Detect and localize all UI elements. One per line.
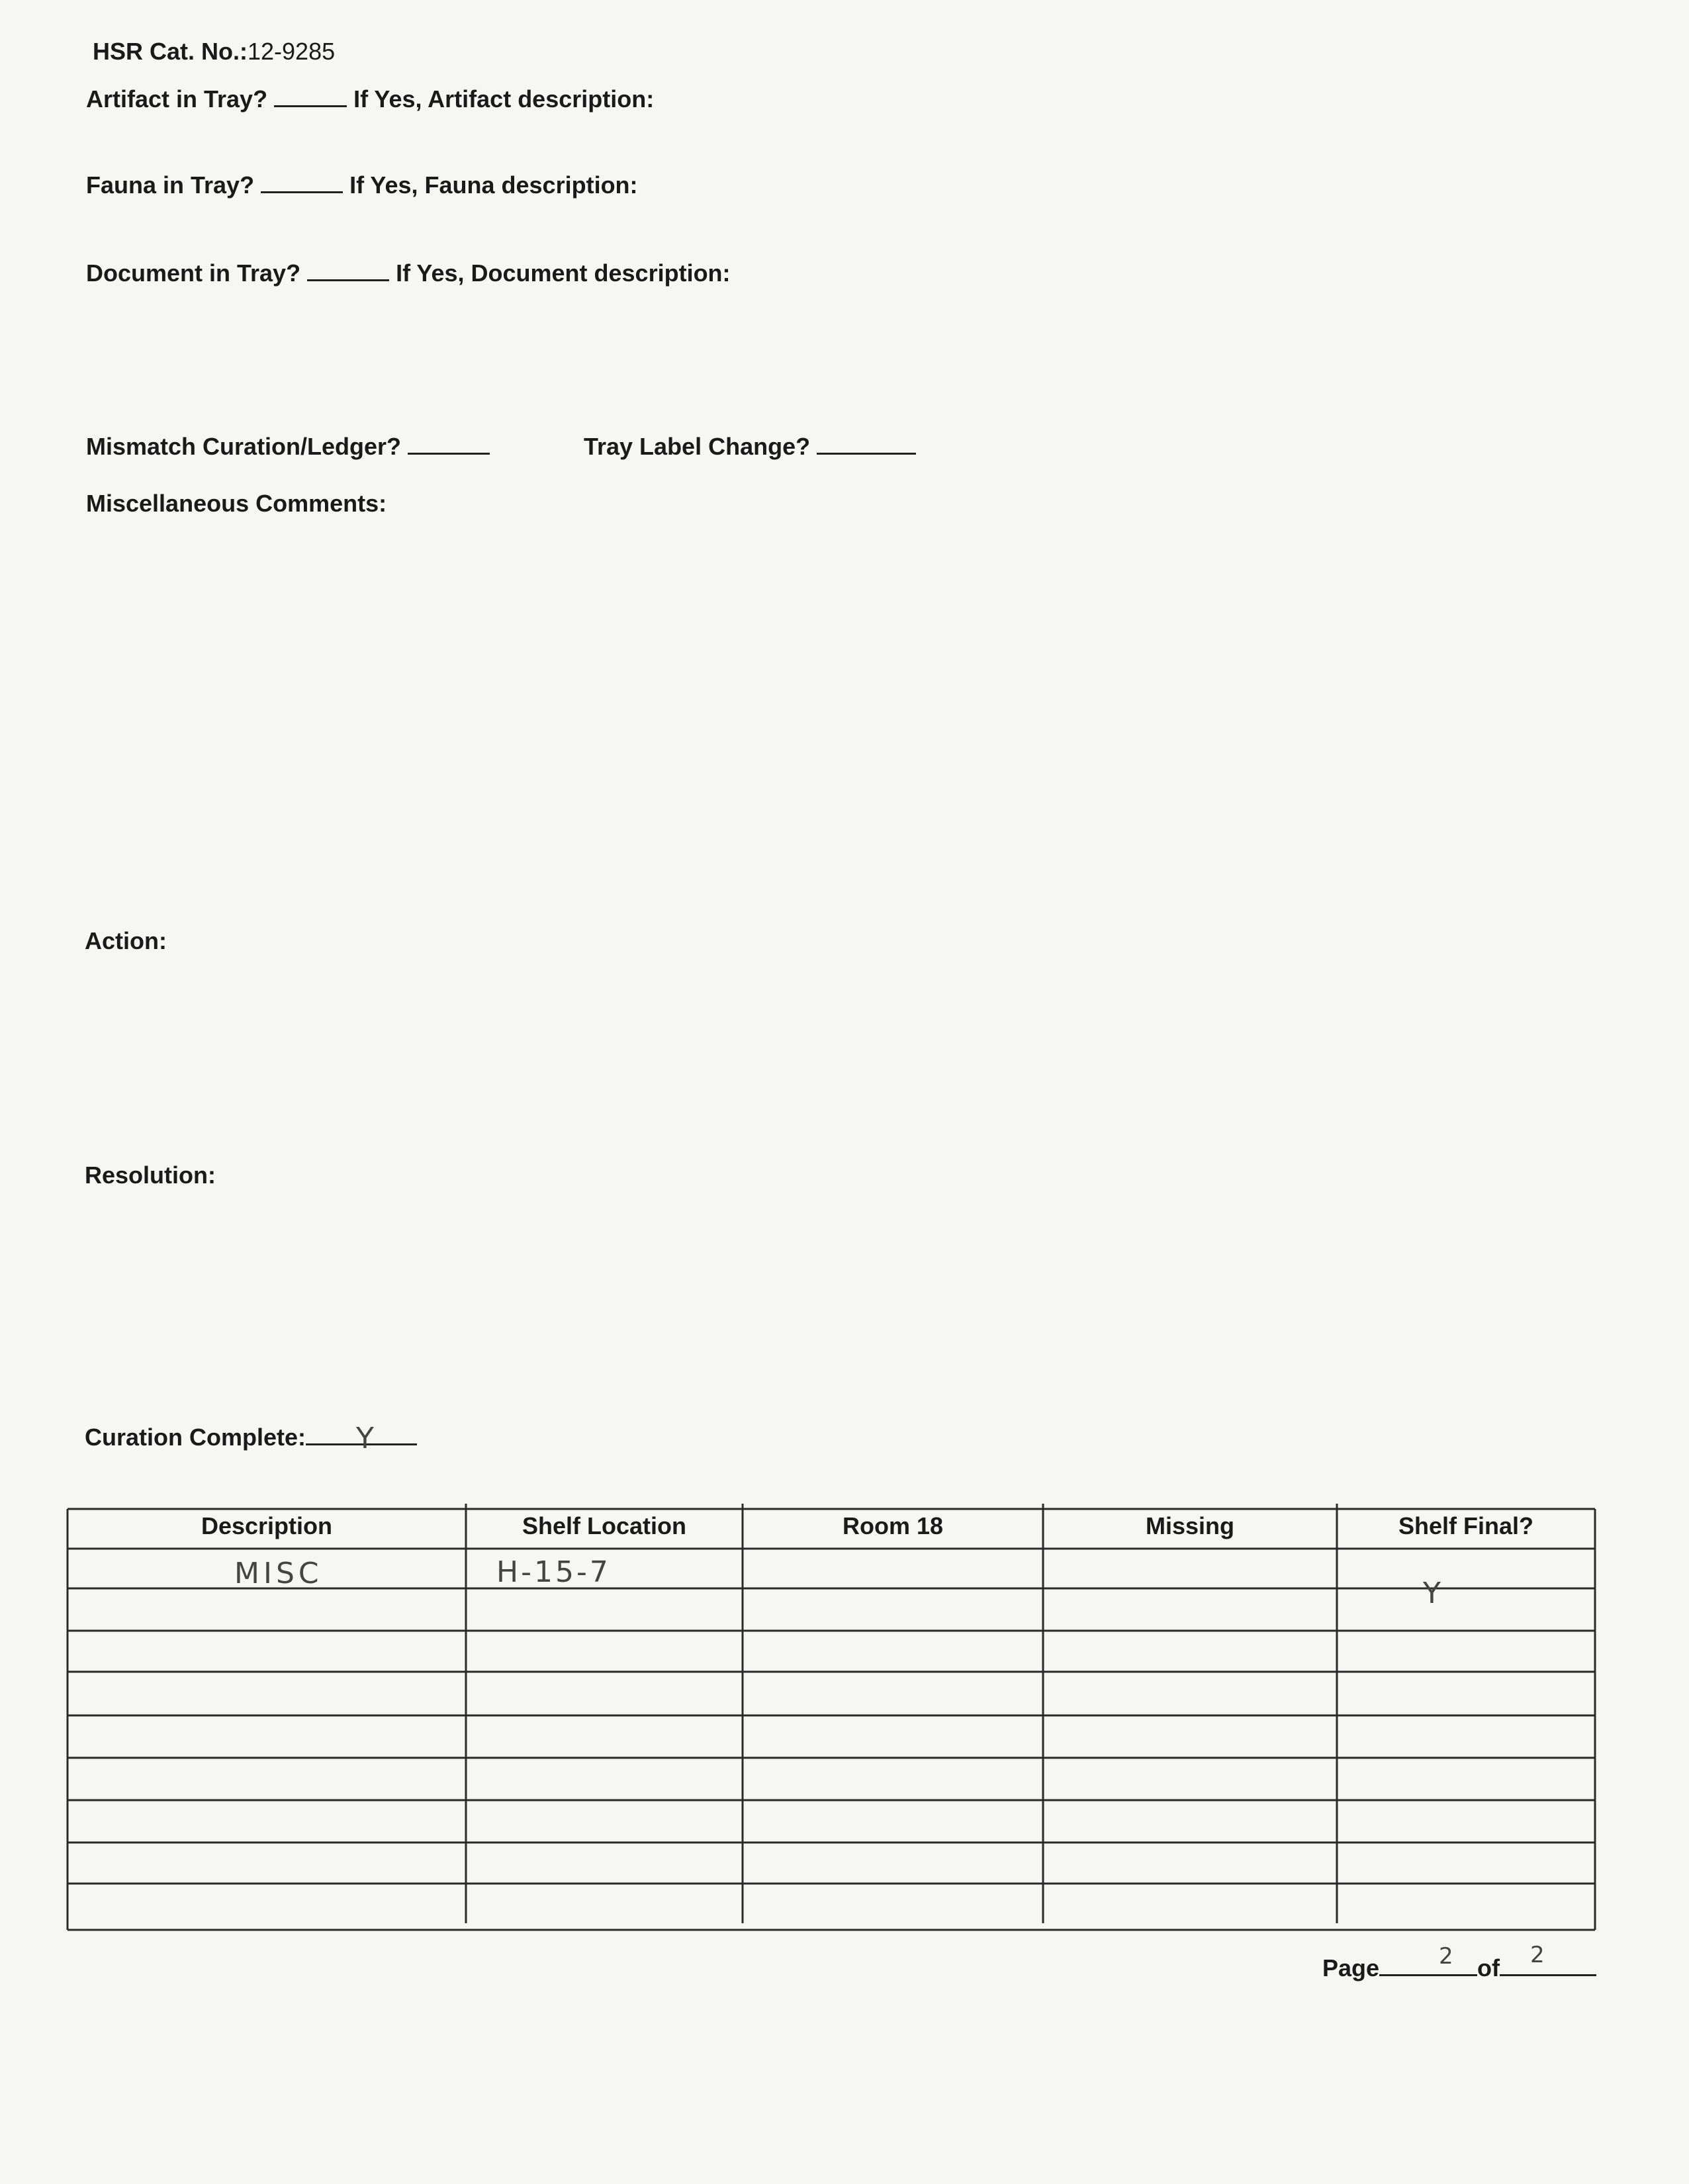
fauna-question: Fauna in Tray? xyxy=(86,171,255,199)
column-header-missing: Missing xyxy=(1145,1512,1234,1539)
row1-shelf-location-handwritten: H-15-7 xyxy=(496,1555,611,1589)
column-header-description: Description xyxy=(201,1512,333,1539)
column-header-shelf-location: Shelf Location xyxy=(522,1512,686,1539)
page-number-handwritten: 2 xyxy=(1439,1943,1453,1970)
mismatch-question: Mismatch Curation/Ledger? xyxy=(86,433,402,460)
tray-label-question: Tray Label Change? xyxy=(584,433,811,460)
action-label: Action: xyxy=(85,927,167,954)
column-header-room-18: Room 18 xyxy=(842,1512,944,1539)
resolution-label: Resolution: xyxy=(85,1161,216,1189)
curation-complete-label: Curation Complete: xyxy=(85,1424,306,1451)
page-total-handwritten: 2 xyxy=(1530,1942,1545,1968)
fauna-description-label: If Yes, Fauna description: xyxy=(349,171,638,199)
page-number-field[interactable] xyxy=(1379,1974,1477,1976)
curation-complete-handwritten: Y xyxy=(356,1422,374,1455)
catalog-number-value: 12-9285 xyxy=(248,38,336,65)
catalog-number-label: HSR Cat. No.: xyxy=(93,38,248,65)
row1-shelf-final-handwritten: Y xyxy=(1423,1576,1441,1610)
misc-comments-label: Miscellaneous Comments: xyxy=(86,490,387,517)
column-header-shelf-final: Shelf Final? xyxy=(1398,1512,1533,1539)
page-label: Page xyxy=(1322,1954,1380,1981)
of-label: of xyxy=(1477,1954,1500,1981)
row1-description-handwritten: MISC xyxy=(234,1557,323,1590)
page-footer xyxy=(1322,1955,1596,1981)
page-total-field[interactable] xyxy=(1500,1974,1596,1976)
artifact-description-label: If Yes, Artifact description: xyxy=(353,85,655,113)
document-question: Document in Tray? xyxy=(86,259,301,287)
artifact-question: Artifact in Tray? xyxy=(86,85,268,113)
document-description-label: If Yes, Document description: xyxy=(396,259,731,287)
